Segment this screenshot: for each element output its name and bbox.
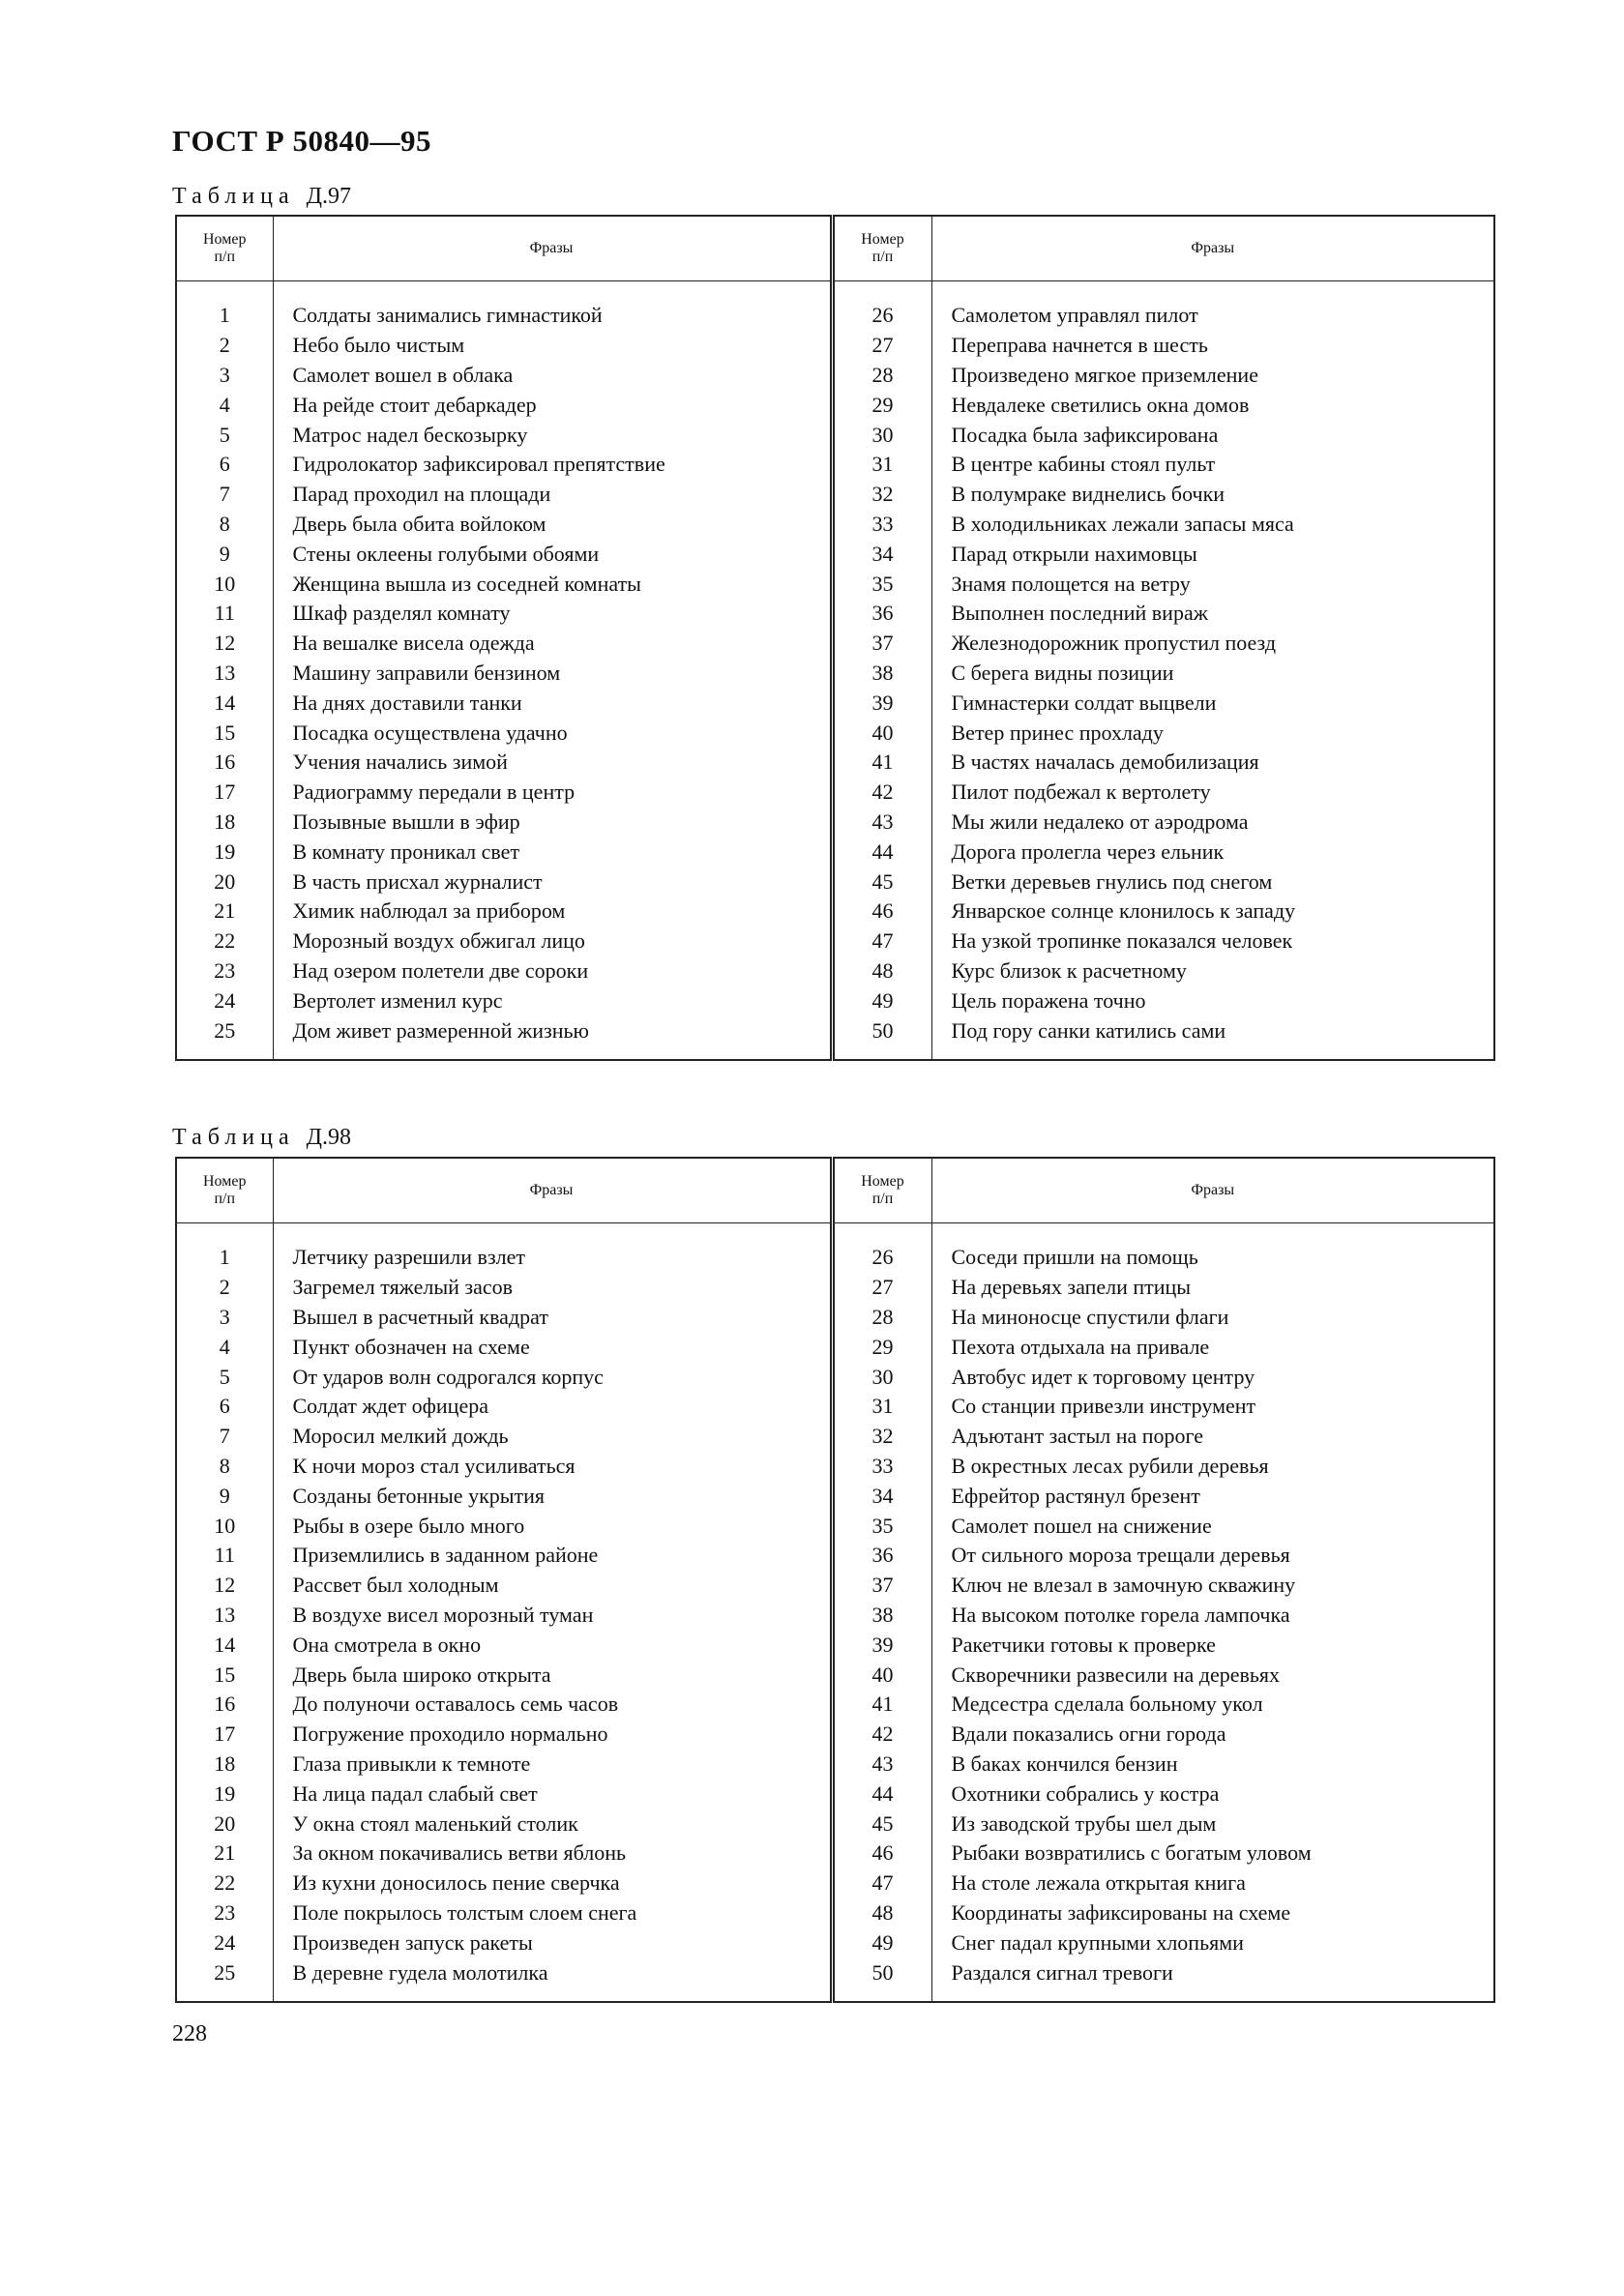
table-row [176, 1541, 1494, 1571]
phrase: Рассвет был холодным [273, 1571, 832, 1601]
row-number: 17 [176, 1720, 273, 1750]
table-caption [172, 184, 351, 210]
table-row [176, 1422, 1494, 1452]
phrase: Созданы бетонные укрытия [273, 1481, 832, 1511]
row-number: 48 [832, 957, 931, 986]
row-number: 33 [832, 510, 931, 540]
table-row [176, 1571, 1494, 1601]
table-row [176, 1362, 1494, 1392]
phrase: В деревне гудела молотилка [273, 1957, 832, 2002]
row-number: 18 [176, 808, 273, 838]
phrase: На столе лежала открытая книга [951, 1870, 1246, 1896]
row-number: 43 [832, 1750, 931, 1780]
row-number: 24 [176, 1928, 273, 1957]
table-row [176, 1303, 1494, 1333]
number-column-header: Номер п/п [176, 216, 273, 281]
table-row [176, 1481, 1494, 1511]
phrases-table [175, 1157, 1495, 2003]
phrase: Произведен запуск ракеты [273, 1928, 832, 1957]
phrase: Матрос надел бескозырку [273, 420, 832, 450]
row-number: 31 [832, 1392, 931, 1422]
phrase: Посадка осуществлена удачно [273, 718, 832, 748]
phrase: В частях началась демобилизация [951, 750, 1259, 775]
row-number: 12 [176, 629, 273, 659]
row-number: 16 [176, 1690, 273, 1720]
row-number: 7 [176, 480, 273, 510]
row-number: 6 [176, 450, 273, 480]
row-number: 7 [176, 1422, 273, 1452]
table-row [176, 1660, 1494, 1690]
row-number: 4 [176, 1332, 273, 1362]
phrase: Она смотрела в окно [273, 1630, 832, 1660]
table-row [176, 569, 1494, 599]
row-number: 1 [176, 281, 273, 331]
phrase: Приземлились в заданном районе [273, 1541, 832, 1571]
phrase: Раздался сигнал тревоги [951, 1959, 1173, 1985]
row-number: 36 [832, 599, 931, 629]
table-row [176, 1273, 1494, 1303]
row-number: 30 [832, 420, 931, 450]
row-number: 35 [832, 1511, 931, 1541]
table-row [176, 718, 1494, 748]
number-column-header: Номер п/п [176, 1158, 273, 1223]
row-number: 3 [176, 361, 273, 391]
caption-number: Д.98 [306, 1125, 352, 1150]
row-number: 42 [832, 778, 931, 808]
row-number: 12 [176, 1571, 273, 1601]
row-number: 10 [176, 1511, 273, 1541]
phrase: Снег падал крупными хлопьями [951, 1929, 1244, 1955]
phrase: Медсестра сделала больному укол [951, 1692, 1263, 1717]
row-number: 26 [832, 281, 931, 331]
row-number: 21 [176, 1839, 273, 1869]
row-number: 36 [832, 1541, 931, 1571]
table-row [176, 1016, 1494, 1060]
phrase: До полуночи оставалось семь часов [273, 1690, 832, 1720]
table-row [176, 1957, 1494, 2002]
row-number: 50 [832, 1957, 931, 2002]
row-number: 22 [176, 927, 273, 957]
number-column-header: Номер п/п [832, 1158, 931, 1223]
table-row [176, 539, 1494, 569]
table-row [176, 808, 1494, 838]
phrase: Автобус идет к торговому центру [951, 1364, 1255, 1389]
phrase: Парад открыли нахимовцы [951, 541, 1197, 566]
row-number: 19 [176, 837, 273, 867]
phrase: Под гору санки катились сами [951, 1017, 1226, 1043]
row-number: 37 [832, 629, 931, 659]
table-row [176, 986, 1494, 1016]
table-row [176, 867, 1494, 897]
row-number: 5 [176, 420, 273, 450]
phrases-table-d98 [175, 1157, 1493, 2003]
row-number: 35 [832, 569, 931, 599]
row-number: 8 [176, 1452, 273, 1482]
row-number: 46 [832, 1839, 931, 1869]
row-number: 28 [832, 361, 931, 391]
table-row [176, 927, 1494, 957]
row-number: 9 [176, 539, 273, 569]
table-row [176, 1839, 1494, 1869]
phrase: Глаза привыкли к темноте [273, 1750, 832, 1780]
row-number: 15 [176, 718, 273, 748]
row-number: 37 [832, 1571, 931, 1601]
phrase: Железнодорожник пропустил поезд [951, 631, 1277, 656]
row-number: 13 [176, 1601, 273, 1631]
phrase: Цель поражена точно [951, 987, 1146, 1013]
row-number: 20 [176, 1809, 273, 1839]
phrase: Дверь была обита войлоком [273, 510, 832, 540]
phrase: На вешалке висела одежда [273, 629, 832, 659]
phrase: В баках кончился бензин [951, 1751, 1178, 1776]
phrase: В окрестных лесах рубили деревья [951, 1453, 1269, 1478]
phrases-column-header: Фразы [273, 1158, 832, 1223]
table-row [176, 1332, 1494, 1362]
phrase: Выполнен последний вираж [951, 601, 1208, 626]
phrases-column-header: Фразы [931, 1158, 1494, 1223]
table-row [176, 331, 1494, 361]
table-row [176, 778, 1494, 808]
table-row [176, 281, 1494, 331]
phrase: В комнату проникал свет [273, 837, 832, 867]
phrase: Вертолет изменил курс [273, 986, 832, 1016]
row-number: 30 [832, 1362, 931, 1392]
phrase: Над озером полетели две сороки [273, 957, 832, 986]
phrase: Небо было чистым [273, 331, 832, 361]
phrase: Дверь была широко открыта [273, 1660, 832, 1690]
caption-word: Таблица [172, 1125, 307, 1150]
row-number: 23 [176, 957, 273, 986]
phrase: Ракетчики готовы к проверке [951, 1632, 1216, 1657]
phrase: На лица падал слабый свет [273, 1779, 832, 1809]
table-row [176, 1869, 1494, 1899]
row-number: 1 [176, 1223, 273, 1273]
row-number: 49 [832, 986, 931, 1016]
phrase: Самолетом управлял пилот [951, 303, 1198, 328]
row-number: 17 [176, 778, 273, 808]
row-number: 19 [176, 1779, 273, 1809]
row-number: 32 [832, 480, 931, 510]
phrase: Знамя полощется на ветру [951, 571, 1191, 596]
phrase: Вышел в расчетный квадрат [273, 1303, 832, 1333]
row-number: 14 [176, 1630, 273, 1660]
row-number: 5 [176, 1362, 273, 1392]
phrase: Из кухни доносилось пение сверчка [273, 1869, 832, 1899]
phrase: Курс близок к расчетному [951, 957, 1187, 983]
row-number: 45 [832, 867, 931, 897]
row-number: 21 [176, 897, 273, 927]
phrase: От сильного мороза трещали деревья [951, 1543, 1290, 1568]
row-number: 22 [176, 1869, 273, 1899]
table-row [176, 480, 1494, 510]
row-number: 47 [832, 1869, 931, 1899]
phrase: Загремел тяжелый засов [273, 1273, 832, 1303]
table-header-row [176, 216, 1494, 281]
row-number: 40 [832, 718, 931, 748]
document-header: ГОСТ Р 50840—95 [172, 124, 431, 158]
row-number: 33 [832, 1452, 931, 1482]
row-number: 10 [176, 569, 273, 599]
number-column-header: Номер п/п [832, 216, 931, 281]
phrase: Пункт обозначен на схеме [273, 1332, 832, 1362]
phrase: Скворечники развесили на деревьях [951, 1662, 1281, 1687]
phrase: На днях доставили танки [273, 688, 832, 718]
row-number: 29 [832, 390, 931, 420]
phrase: Из заводской трубы шел дым [951, 1810, 1217, 1836]
phrase: Парад проходил на площади [273, 480, 832, 510]
phrase: В воздухе висел морозный туман [273, 1601, 832, 1631]
phrase: Солдаты занимались гимнастикой [273, 281, 832, 331]
table-row [176, 1750, 1494, 1780]
phrase: Дорога пролегла через ельник [951, 839, 1225, 864]
table-row [176, 1928, 1494, 1957]
phrase: В полумраке виднелись бочки [951, 482, 1225, 507]
row-number: 20 [176, 867, 273, 897]
row-number: 29 [832, 1332, 931, 1362]
phrase: Гидролокатор зафиксировал препятствие [273, 450, 832, 480]
table-row [176, 1809, 1494, 1839]
phrase: Машину заправили бензином [273, 659, 832, 689]
phrase: Пехота отдыхала на привале [951, 1334, 1210, 1359]
table-row [176, 450, 1494, 480]
row-number: 44 [832, 1779, 931, 1809]
table-row [176, 390, 1494, 420]
row-number: 2 [176, 1273, 273, 1303]
row-number: 47 [832, 927, 931, 957]
phrase: В центре кабины стоял пульт [951, 452, 1216, 477]
table-row [176, 510, 1494, 540]
table-row [176, 1452, 1494, 1482]
row-number: 46 [832, 897, 931, 927]
table-row [176, 629, 1494, 659]
phrase: На узкой тропинке показался человек [951, 928, 1293, 954]
phrase: Рыбаки возвратились с богатым уловом [951, 1840, 1312, 1866]
row-number: 31 [832, 450, 931, 480]
caption-number: Д.97 [306, 184, 352, 209]
table-caption [172, 1125, 351, 1151]
phrase: Переправа начнется в шесть [951, 333, 1208, 358]
row-number: 32 [832, 1422, 931, 1452]
row-number: 41 [832, 1690, 931, 1720]
phrase: Самолет пошел на снижение [951, 1513, 1212, 1538]
table-row [176, 1720, 1494, 1750]
phrase: Солдат ждет офицера [273, 1392, 832, 1422]
row-number: 11 [176, 599, 273, 629]
table-row [176, 1899, 1494, 1928]
phrase: В часть присхал журналист [273, 867, 832, 897]
row-number: 15 [176, 1660, 273, 1690]
phrase: Позывные вышли в эфир [273, 808, 832, 838]
phrase: Погружение проходило нормально [273, 1720, 832, 1750]
table-row [176, 688, 1494, 718]
phrase: Химик наблюдал за прибором [273, 897, 832, 927]
phrase: В холодильниках лежали запасы мяса [951, 511, 1294, 536]
phrase: С берега видны позиции [951, 660, 1174, 685]
phrase: Адъютант застыл на пороге [951, 1424, 1204, 1449]
table-row [176, 1690, 1494, 1720]
row-number: 43 [832, 808, 931, 838]
phrase: Ключ не влезал в замочную скважину [951, 1573, 1296, 1598]
row-number: 38 [832, 659, 931, 689]
row-number: 2 [176, 331, 273, 361]
table-row [176, 1601, 1494, 1631]
row-number: 48 [832, 1899, 931, 1928]
row-number: 3 [176, 1303, 273, 1333]
row-number: 44 [832, 837, 931, 867]
row-number: 13 [176, 659, 273, 689]
row-number: 34 [832, 1481, 931, 1511]
phrase: Соседи пришли на помощь [951, 1245, 1198, 1270]
phrase: Поле покрылось толстым слоем снега [273, 1899, 832, 1928]
phrase: На деревьях запели птицы [951, 1275, 1192, 1300]
phrase: Рыбы в озере было много [273, 1511, 832, 1541]
phrase: У окна стоял маленький столик [273, 1809, 832, 1839]
row-number: 18 [176, 1750, 273, 1780]
phrase: Морозный воздух обжигал лицо [273, 927, 832, 957]
phrase: Моросил мелкий дождь [273, 1422, 832, 1452]
row-number: 45 [832, 1809, 931, 1839]
table-row [176, 897, 1494, 927]
row-number: 6 [176, 1392, 273, 1422]
row-number: 39 [832, 688, 931, 718]
table-row [176, 1223, 1494, 1273]
table-row [176, 1779, 1494, 1809]
phrase: Самолет вошел в облака [273, 361, 832, 391]
table-header-row [176, 1158, 1494, 1223]
table-row [176, 748, 1494, 778]
phrase: Женщина вышла из соседней комнаты [273, 569, 832, 599]
phrases-column-header: Фразы [273, 216, 832, 281]
row-number: 25 [176, 1957, 273, 2002]
row-number: 38 [832, 1601, 931, 1631]
phrase: Январское солнце клонилось к западу [951, 898, 1296, 924]
phrase: Охотники собрались у костра [951, 1781, 1220, 1806]
phrase: Ефрейтор растянул брезент [951, 1483, 1200, 1508]
table-row [176, 1392, 1494, 1422]
table-row [176, 599, 1494, 629]
phrase: Произведено мягкое приземление [951, 362, 1258, 387]
phrase: На рейде стоит дебаркадер [273, 390, 832, 420]
table-row [176, 420, 1494, 450]
table-row [176, 837, 1494, 867]
phrase: К ночи мороз стал усиливаться [273, 1452, 832, 1482]
page-number: 228 [172, 2021, 207, 2046]
phrase: Учения начались зимой [273, 748, 832, 778]
row-number: 27 [832, 331, 931, 361]
caption-word: Таблица [172, 184, 307, 209]
row-number: 8 [176, 510, 273, 540]
phrase: На высоком потолке горела лампочка [951, 1602, 1290, 1627]
row-number: 28 [832, 1303, 931, 1333]
phrase: Пилот подбежал к вертолету [951, 780, 1211, 805]
phrase: Стены оклеены голубыми обоями [273, 539, 832, 569]
phrase: Ветер принес прохладу [951, 720, 1164, 745]
row-number: 50 [832, 1016, 931, 1060]
row-number: 42 [832, 1720, 931, 1750]
row-number: 11 [176, 1541, 273, 1571]
phrase: Шкаф разделял комнату [273, 599, 832, 629]
row-number: 4 [176, 390, 273, 420]
table-row [176, 957, 1494, 986]
row-number: 24 [176, 986, 273, 1016]
row-number: 41 [832, 748, 931, 778]
table-row [176, 1630, 1494, 1660]
phrase: Ветки деревьев гнулись под снегом [951, 868, 1273, 894]
phrase: За окном покачивались ветви яблонь [273, 1839, 832, 1869]
phrase: Со станции привезли инструмент [951, 1394, 1256, 1419]
phrase: Летчику разрешили взлет [273, 1223, 832, 1273]
row-number: 14 [176, 688, 273, 718]
phrase: Невдалеке светились окна домов [951, 392, 1250, 417]
phrase: Вдали показались огни города [951, 1722, 1226, 1747]
phrases-table [175, 215, 1495, 1061]
row-number: 9 [176, 1481, 273, 1511]
table-row [176, 1511, 1494, 1541]
phrase: Мы жили недалеко от аэродрома [951, 809, 1249, 834]
row-number: 16 [176, 748, 273, 778]
phrases-table-d97 [175, 215, 1493, 1061]
table-row [176, 659, 1494, 689]
phrase: Радиограмму передали в центр [273, 778, 832, 808]
row-number: 49 [832, 1928, 931, 1957]
table-row [176, 361, 1494, 391]
row-number: 27 [832, 1273, 931, 1303]
phrase: Гимнастерки солдат выцвели [951, 690, 1217, 715]
row-number: 25 [176, 1016, 273, 1060]
phrase: От ударов волн содрогался корпус [273, 1362, 832, 1392]
row-number: 39 [832, 1630, 931, 1660]
row-number: 34 [832, 539, 931, 569]
phrase: Координаты зафиксированы на схеме [951, 1899, 1291, 1925]
phrases-column-header: Фразы [931, 216, 1494, 281]
phrase: На миноносце спустили флаги [951, 1304, 1229, 1329]
phrase: Дом живет размеренной жизнью [273, 1016, 832, 1060]
row-number: 23 [176, 1899, 273, 1928]
phrase: Посадка была зафиксирована [951, 422, 1219, 447]
row-number: 40 [832, 1660, 931, 1690]
row-number: 26 [832, 1223, 931, 1273]
